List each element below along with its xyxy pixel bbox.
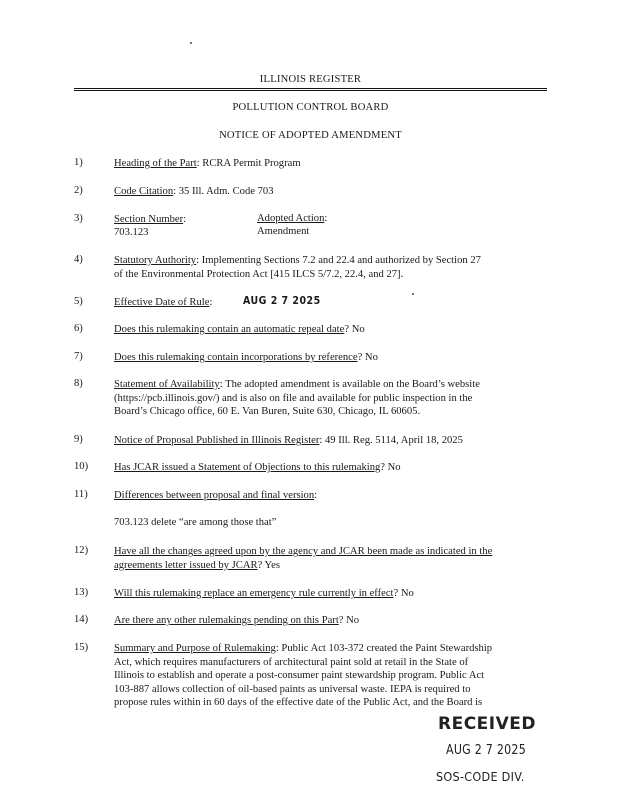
item-line: (https://pcb.illinois.gov/) and is also on file and available for public inspection in the bbox=[114, 392, 473, 404]
notice-title: NOTICE OF ADOPTED AMENDMENT bbox=[219, 130, 402, 141]
item-incorporations bbox=[114, 351, 546, 365]
item-label: Are there any other rulemakings pending on this Part bbox=[114, 615, 339, 626]
item-line: Board’s Chicago office, 60 E. Van Buren, Suite 630, Chicago, IL 60605. bbox=[114, 406, 421, 418]
item-label: Has JCAR issued a Statement of Objections to this rulemaking bbox=[114, 462, 381, 473]
item-number: 9) bbox=[74, 434, 83, 445]
item-number: 1) bbox=[74, 157, 83, 168]
item-value: ? No bbox=[344, 324, 365, 335]
item-value: ? No bbox=[393, 588, 414, 599]
item-heading-of-part bbox=[114, 157, 546, 171]
item-value: : Implementing Sections 7.2 and 22.4 and authorized by Section 27 bbox=[196, 255, 481, 266]
item-label: Differences between proposal and final version bbox=[114, 490, 315, 501]
item-value: : Public Act 103-372 created the Paint Stewardship bbox=[275, 643, 493, 654]
received-date-stamp: AUG 2 7 2025 bbox=[446, 743, 526, 758]
adopted-action-value: Amendment bbox=[257, 226, 310, 237]
section-number-value: 703.123 bbox=[114, 227, 149, 238]
item-section-number bbox=[114, 213, 546, 227]
differences-detail: 703.123 delete “are among those that” bbox=[114, 517, 277, 528]
item-label: Heading of the Part bbox=[114, 158, 197, 169]
item-value: : RCRA Permit Program bbox=[196, 158, 301, 169]
item-label: Does this rulemaking contain incorporations by reference bbox=[114, 352, 358, 363]
effective-date-stamp: AUG 2 7 2025 bbox=[243, 295, 321, 307]
item-line: of the Environmental Protection Act [415 ILCS 5/7.2, 22.4, and 27]. bbox=[114, 268, 404, 280]
item-jcar-objections bbox=[114, 461, 546, 475]
item-value: : bbox=[183, 214, 187, 225]
item-value: : bbox=[314, 490, 318, 501]
item-number: 10) bbox=[74, 461, 89, 472]
item-line: Illinois to establish and operate a post-consumer paint stewardship program. Public Act bbox=[114, 670, 485, 682]
item-automatic-repeal bbox=[114, 323, 546, 337]
item-value: ? No bbox=[338, 615, 360, 626]
header-rule-bottom bbox=[74, 90, 547, 91]
item-differences bbox=[114, 489, 546, 503]
item-line: propose rules within in 60 days of the effective date of the Public Act, and the Board is bbox=[114, 697, 483, 709]
scan-speck bbox=[412, 293, 414, 295]
item-number: 8) bbox=[74, 378, 83, 389]
item-label: Have all the changes agreed upon by the agency and JCAR been made as indicated in the bbox=[114, 546, 493, 557]
item-number: 6) bbox=[74, 323, 83, 334]
item-value: : bbox=[209, 297, 213, 308]
item-adopted-action bbox=[257, 213, 327, 224]
item-jcar-agreement bbox=[114, 545, 546, 572]
received-stamp: RECEIVED bbox=[438, 714, 536, 734]
item-label: Notice of Proposal Published in Illinois Register bbox=[114, 435, 320, 446]
item-label: Adopted Action bbox=[257, 213, 325, 224]
item-emergency-rule bbox=[114, 587, 546, 601]
item-number: 15) bbox=[74, 642, 89, 653]
item-number: 7) bbox=[74, 351, 83, 362]
item-value: : bbox=[324, 213, 328, 224]
item-statement-of-availability bbox=[114, 378, 546, 419]
item-label: Code Citation bbox=[114, 186, 174, 197]
register-title: ILLINOIS REGISTER bbox=[259, 74, 362, 85]
item-number: 12) bbox=[74, 545, 89, 556]
item-label: Effective Date of Rule bbox=[114, 297, 210, 308]
item-label: Statement of Availability bbox=[114, 379, 220, 390]
item-value: ? No bbox=[357, 352, 378, 363]
item-value: : 49 Ill. Reg. 5114, April 18, 2025 bbox=[319, 435, 463, 446]
item-line: 103-887 allows collection of oil-based paints as universal waste. IEPA is required to bbox=[114, 683, 471, 695]
item-notice-of-proposal bbox=[114, 434, 546, 448]
office-stamp: SOS-CODE DIV. bbox=[436, 769, 525, 784]
item-label: Section Number bbox=[114, 214, 184, 225]
header-rule-top bbox=[74, 88, 547, 89]
scan-speck bbox=[190, 42, 192, 44]
item-label: Summary and Purpose of Rulemaking bbox=[114, 643, 276, 654]
item-value: ? No bbox=[380, 462, 401, 473]
item-number: 5) bbox=[74, 296, 83, 307]
item-value: : The adopted amendment is available on the Board’s website bbox=[219, 379, 480, 390]
item-value: : 35 Ill. Adm. Code 703 bbox=[173, 186, 274, 197]
item-label: agreements letter issued by JCAR bbox=[114, 559, 258, 571]
item-label: Statutory Authority bbox=[114, 255, 197, 266]
item-number: 13) bbox=[74, 587, 89, 598]
board-title: POLLUTION CONTROL BOARD bbox=[232, 102, 389, 113]
item-number: 2) bbox=[74, 185, 83, 196]
item-statutory-authority bbox=[114, 254, 546, 281]
item-value: ? Yes bbox=[257, 559, 280, 571]
item-other-rulemakings bbox=[114, 614, 546, 628]
item-label: Does this rulemaking contain an automatic repeal date bbox=[114, 324, 345, 335]
item-number: 14) bbox=[74, 614, 89, 625]
item-label: Will this rulemaking replace an emergency rule currently in effect bbox=[114, 588, 394, 599]
item-summary-purpose bbox=[114, 642, 546, 710]
item-number: 11) bbox=[74, 489, 88, 500]
item-line: Act, which requires manufacturers of architectural paint sold at retail in the State of bbox=[114, 656, 469, 668]
item-number: 3) bbox=[74, 213, 83, 224]
item-number: 4) bbox=[74, 254, 83, 265]
item-effective-date bbox=[114, 296, 546, 310]
item-code-citation bbox=[114, 185, 546, 199]
